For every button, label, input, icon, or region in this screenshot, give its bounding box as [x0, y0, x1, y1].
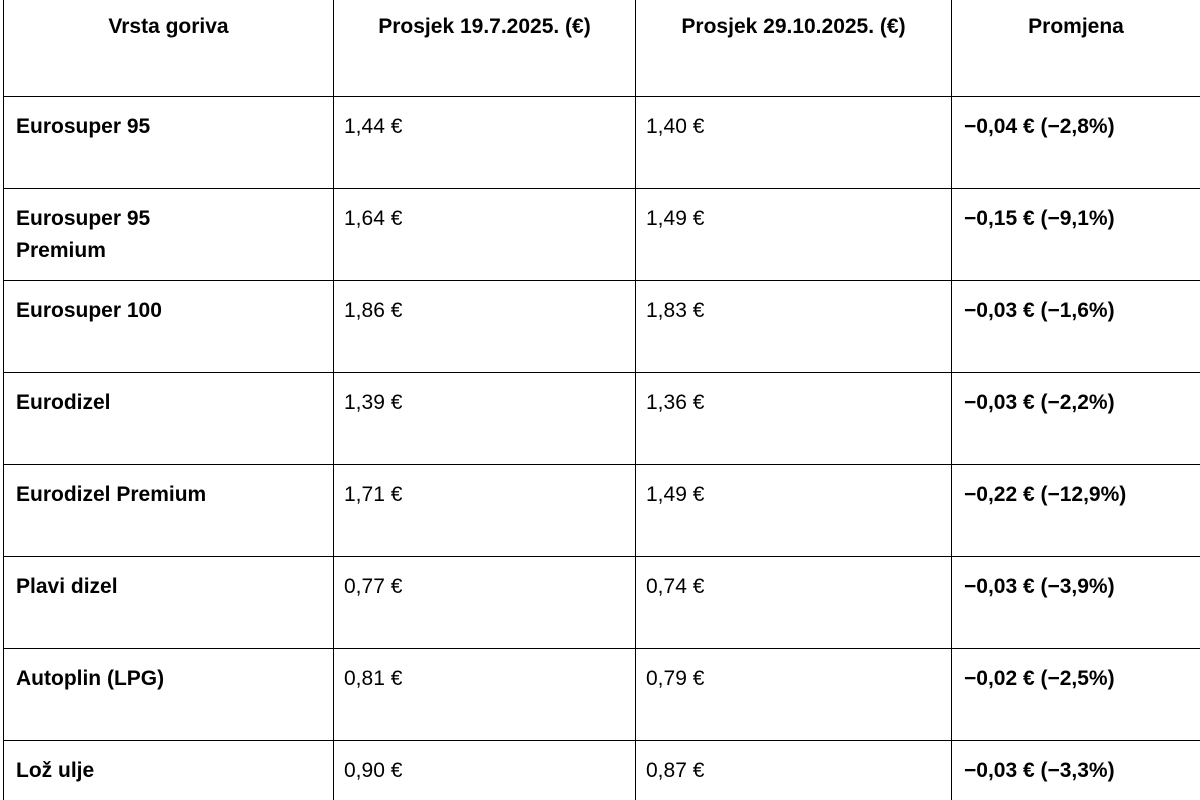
- change-cell: −0,03 € (−3,3%): [952, 741, 1200, 800]
- price-july-cell: 0,90 €: [334, 741, 636, 800]
- price-october-cell: 0,87 €: [636, 741, 952, 800]
- change-cell: −0,22 € (−12,9%): [952, 465, 1200, 557]
- price-october-cell: 1,49 €: [636, 465, 952, 557]
- fuel-name-cell: Eurosuper 95: [4, 97, 334, 189]
- fuel-price-table: [3, 0, 1200, 800]
- fuel-name-cell: Autoplin (LPG): [4, 649, 334, 741]
- price-july-cell: 1,39 €: [334, 373, 636, 465]
- header-avg-july: Prosjek 19.7.2025. (€): [334, 0, 636, 97]
- header-avg-october: Prosjek 29.10.2025. (€): [636, 0, 952, 97]
- table-row: [4, 741, 1200, 800]
- fuel-name-cell: Eurodizel: [4, 373, 334, 465]
- table-row: [4, 557, 1200, 649]
- price-october-cell: 1,83 €: [636, 281, 952, 373]
- table-row: [4, 97, 1200, 189]
- table-header-row: [4, 0, 1200, 97]
- table-row: [4, 465, 1200, 557]
- fuel-name-cell: Eurosuper 100: [4, 281, 334, 373]
- price-july-cell: 1,64 €: [334, 189, 636, 281]
- price-july-cell: 0,81 €: [334, 649, 636, 741]
- table-row: [4, 649, 1200, 741]
- table-row: [4, 189, 1200, 281]
- change-cell: −0,03 € (−1,6%): [952, 281, 1200, 373]
- change-cell: −0,03 € (−2,2%): [952, 373, 1200, 465]
- price-october-cell: 0,79 €: [636, 649, 952, 741]
- fuel-name-cell: Eurosuper 95 Premium: [4, 189, 334, 281]
- fuel-name-cell: Plavi dizel: [4, 557, 334, 649]
- table-row: [4, 281, 1200, 373]
- table-row: [4, 373, 1200, 465]
- change-cell: −0,04 € (−2,8%): [952, 97, 1200, 189]
- price-october-cell: 1,36 €: [636, 373, 952, 465]
- price-july-cell: 1,86 €: [334, 281, 636, 373]
- change-cell: −0,03 € (−3,9%): [952, 557, 1200, 649]
- change-cell: −0,02 € (−2,5%): [952, 649, 1200, 741]
- price-october-cell: 1,40 €: [636, 97, 952, 189]
- price-july-cell: 0,77 €: [334, 557, 636, 649]
- change-cell: −0,15 € (−9,1%): [952, 189, 1200, 281]
- price-october-cell: 0,74 €: [636, 557, 952, 649]
- fuel-name-cell: Eurodizel Premium: [4, 465, 334, 557]
- price-july-cell: 1,44 €: [334, 97, 636, 189]
- price-july-cell: 1,71 €: [334, 465, 636, 557]
- price-october-cell: 1,49 €: [636, 189, 952, 281]
- header-change: Promjena: [952, 0, 1200, 97]
- fuel-name-cell: Lož ulje: [4, 741, 334, 800]
- header-fuel-type: Vrsta goriva: [4, 0, 334, 97]
